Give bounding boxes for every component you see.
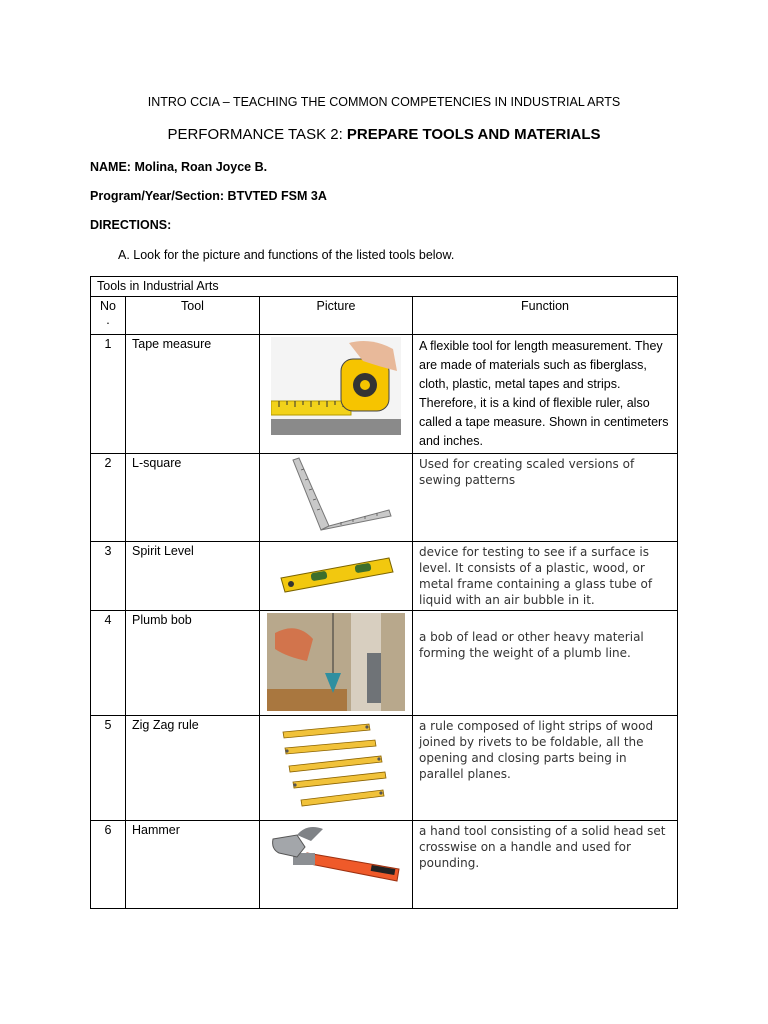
tool-function: a rule composed of light strips of wood joined by rivets to be foldable, all the opening and closing parts being in parallel planes. [413,716,678,821]
course-title: INTRO CCIA – TEACHING THE COMMON COMPETENCIES IN INDUSTRIAL ARTS [147,95,621,109]
table-row [91,454,678,542]
spirit-level-icon [260,542,413,611]
directions-label: DIRECTIONS: [90,218,172,232]
tool-function: A flexible tool for length measurement. They are made of materials such as fiberglass, cloth, plastic, metal tapes and strips. Therefore, it is a kind of flexible ruler, also called a tape measure. Shown in centimeters and inches. [413,335,678,454]
row-number: 3 [91,542,126,611]
row-number: 6 [91,821,126,909]
table-row [91,542,678,611]
tool-function: a bob of lead or other heavy material forming the weight of a plumb line. [413,611,678,716]
row-number: 2 [91,454,126,542]
tool-name: Plumb bob [126,611,260,716]
tool-name: Zig Zag rule [126,716,260,821]
tools-table [90,276,678,909]
tool-name: Hammer [126,821,260,909]
zigzag-rule-icon [260,716,413,821]
row-number: 4 [91,611,126,716]
row-number: 5 [91,716,126,821]
table-caption-row [91,277,678,297]
tool-function: device for testing to see if a surface is level. It consists of a plastic, wood, or metal frame containing a glass tube of liquid with an air bubble in it. [413,542,678,611]
task-title [0,126,768,143]
table-row [91,716,678,821]
tool-name: Spirit Level [126,542,260,611]
row-number: 1 [91,335,126,454]
table-row [91,335,678,454]
table-row [91,611,678,716]
hammer-icon [260,821,413,909]
tape-measure-icon [260,335,413,454]
student-name: NAME: Molina, Roan Joyce B. [90,160,268,174]
header-picture: Picture [260,297,413,335]
header-no: No . [91,297,126,335]
program-section: Program/Year/Section: BTVTED FSM 3A [90,189,327,203]
header-tool: Tool [126,297,260,335]
header-function: Function [413,297,678,335]
direction-item-a: A. Look for the picture and functions of the listed tools below. [118,248,455,262]
task-name: PREPARE TOOLS AND MATERIALS [346,126,601,143]
tool-name: L-square [126,454,260,542]
table-caption: Tools in Industrial Arts [91,277,678,297]
task-prefix: PERFORMANCE TASK 2: [167,126,347,143]
table-row [91,821,678,909]
plumb-bob-icon [260,611,413,716]
tool-function: a hand tool consisting of a solid head set crosswise on a handle and used for pounding. [413,821,678,909]
table-header-row [91,297,678,335]
l-square-icon [260,454,413,542]
tool-name: Tape measure [126,335,260,454]
tool-function: Used for creating scaled versions of sewing patterns [413,454,678,542]
